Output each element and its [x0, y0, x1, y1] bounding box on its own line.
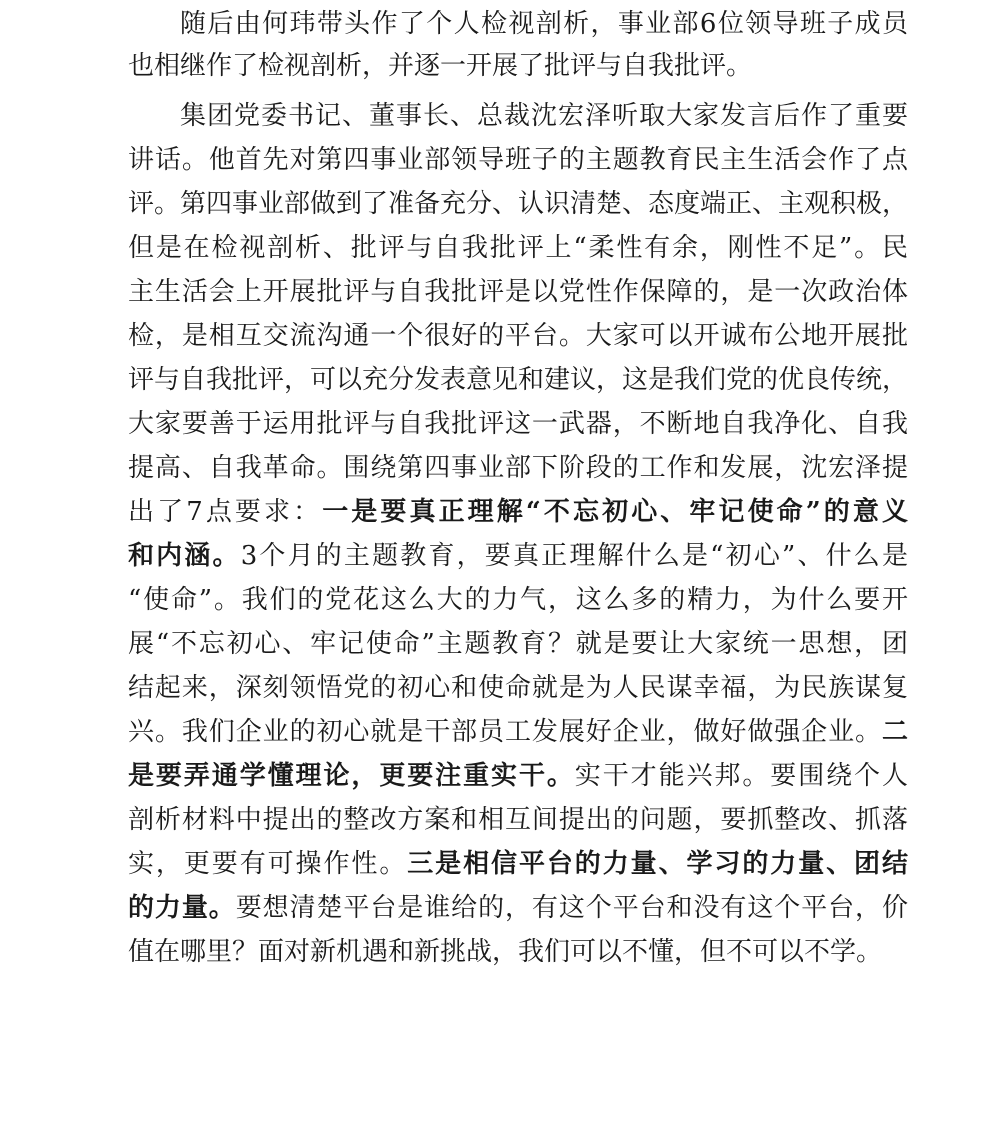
emphasis-text: 的力量。 — [128, 893, 236, 923]
text-line — [128, 844, 908, 884]
text-line — [128, 756, 908, 796]
text-line — [128, 932, 908, 972]
emphasis-text: 是要弄通学懂理论，更要注重实干。 — [128, 761, 575, 791]
body-text: 实，更要有可操作性。 — [128, 849, 408, 879]
text-line — [128, 448, 908, 488]
body-text: 出了7点要求： — [128, 497, 323, 527]
text-line — [128, 404, 908, 444]
emphasis-text: 和内涵。 — [128, 541, 241, 571]
body-text: 评与自我批评，可以充分发表意见和建议，这是我们党的优良传统， — [128, 365, 909, 395]
text-line — [128, 360, 908, 400]
body-text: 提高、自我革命。围绕第四事业部下阶段的工作和发展，沈宏泽提 — [128, 453, 908, 483]
text-line — [128, 140, 908, 180]
body-text: “使命”。我们的党花这么大的力气，这么多的精力，为什么要开 — [128, 585, 908, 615]
text-line — [128, 888, 908, 928]
body-text: 但是在检视剖析、批评与自我批评上“柔性有余，刚性不足”。民 — [128, 233, 908, 263]
text-line — [128, 712, 908, 752]
text-line — [128, 536, 908, 576]
body-text: 主生活会上开展批评与自我批评是以党性作保障的，是一次政治体 — [128, 277, 908, 307]
emphasis-text: 二 — [881, 717, 908, 747]
text-line — [128, 228, 908, 268]
body-text: 检，是相互交流沟通一个很好的平台。大家可以开诚布公地开展批 — [128, 321, 908, 351]
text-line — [128, 316, 908, 356]
body-text: 剖析材料中提出的整改方案和相互间提出的问题，要抓整改、抓落 — [128, 805, 908, 835]
text-line — [128, 800, 908, 840]
emphasis-text: 一是要真正理解“不忘初心、牢记使命”的意义 — [322, 497, 908, 527]
emphasis-text: 三是相信平台的力量、学习的力量、团结 — [407, 849, 908, 879]
body-text: 实干才能兴邦。要围绕个人 — [574, 761, 908, 791]
text-line — [128, 272, 908, 312]
text-line — [128, 624, 908, 664]
body-text: 集团党委书记、董事长、总裁沈宏泽听取大家发言后作了重要 — [180, 101, 908, 131]
text-line — [128, 580, 908, 620]
text-line — [128, 492, 908, 532]
body-text: 也相继作了检视剖析，并逐一开展了批评与自我批评。 — [128, 51, 753, 81]
text-line — [128, 96, 908, 136]
body-text: 值在哪里？面对新机遇和新挑战，我们可以不懂，但不可以不学。 — [128, 937, 883, 967]
body-text: 评。第四事业部做到了准备充分、认识清楚、态度端正、主观积极， — [128, 189, 909, 219]
body-text: 兴。我们企业的初心就是干部员工发展好企业，做好做强企业。 — [128, 717, 882, 747]
text-line — [128, 46, 908, 86]
text-line — [128, 184, 908, 224]
body-text: 展“不忘初心、牢记使命”主题教育？就是要让大家统一思想，团 — [128, 629, 908, 659]
text-line — [128, 4, 908, 44]
body-text: 要想清楚平台是谁给的，有这个平台和没有这个平台，价 — [235, 893, 908, 923]
body-text: 大家要善于运用批评与自我批评这一武器，不断地自我净化、自我 — [128, 409, 908, 439]
body-text: 讲话。他首先对第四事业部领导班子的主题教育民主生活会作了点 — [128, 145, 908, 175]
text-line — [128, 668, 908, 708]
body-text: 随后由何玮带头作了个人检视剖析，事业部6位领导班子成员 — [180, 9, 908, 39]
body-text: 结起来，深刻领悟党的初心和使命就是为人民谋幸福，为民族谋复 — [128, 673, 908, 703]
body-text: 3个月的主题教育，要真正理解什么是“初心”、什么是 — [240, 541, 908, 571]
